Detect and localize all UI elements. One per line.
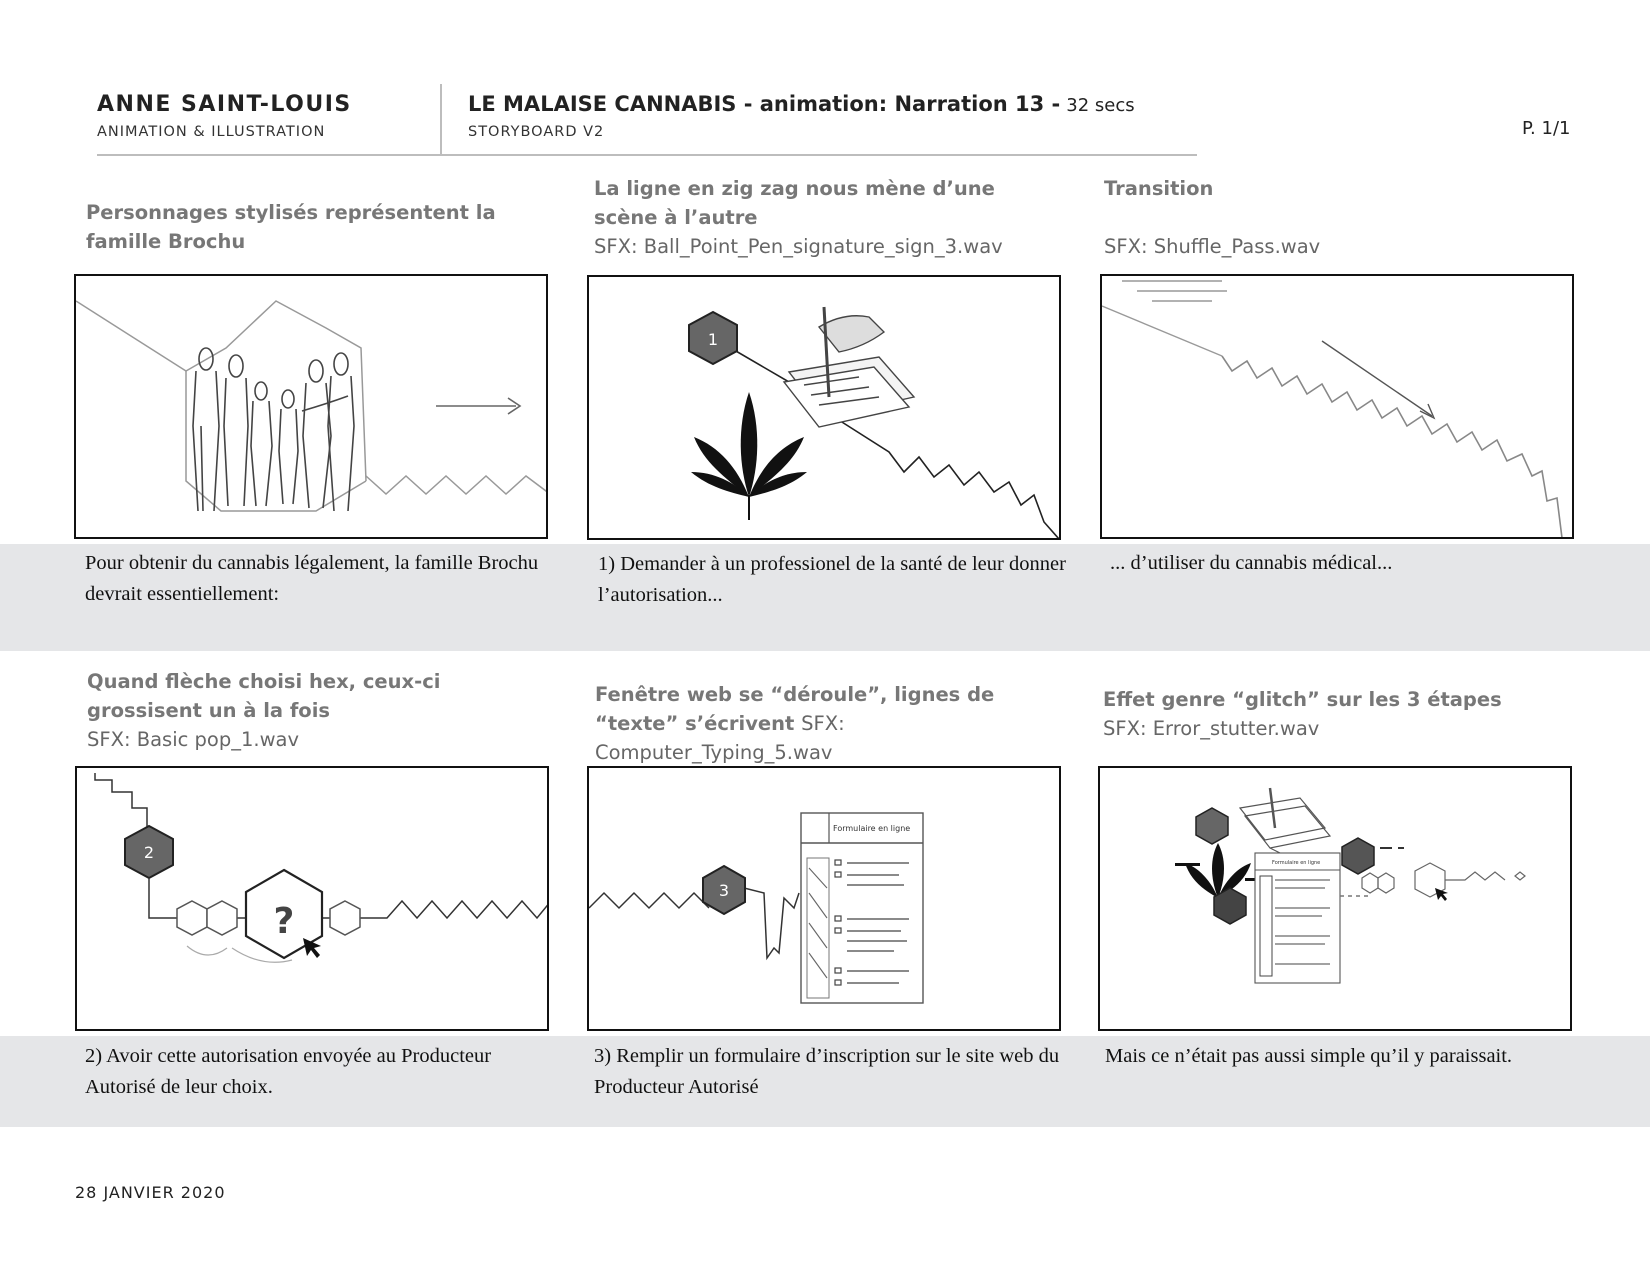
- panel-4-caption: 2) Avoir cette autorisation envoyée au Producteur Autorisé de leur choix.: [85, 1045, 492, 1098]
- header-divider: [440, 84, 442, 156]
- panel-1-frame: [74, 274, 548, 539]
- panel-4-hex-number: 2: [143, 843, 155, 862]
- project-title: [468, 92, 1135, 116]
- panel-4-note-text: Quand flèche choisi hex, ceux-ci grossisent un à la fois: [87, 670, 441, 722]
- panel-3-frame: [1100, 274, 1574, 539]
- panel-2-note: [594, 174, 1064, 261]
- panel-6-caption: Mais ce n’était pas aussi simple qu’il y paraissait.: [1105, 1045, 1513, 1067]
- project-duration: 32 secs: [1066, 95, 1135, 116]
- panel-4-sfx: SFX: Basic pop_1.wav: [87, 728, 300, 751]
- panel-5-frame: [587, 766, 1061, 1031]
- panel-4-frame: [75, 766, 549, 1031]
- panel-1-note: [86, 198, 556, 256]
- panel-6-note-text: Effet genre “glitch” sur les 3 étapes: [1103, 688, 1502, 711]
- panel-2-sfx: SFX: Ball_Point_Pen_signature_sign_3.wav: [594, 235, 1003, 258]
- panel-3-note: [1104, 174, 1574, 261]
- panel-1-caption: Pour obtenir du cannabis légalement, la famille Brochu devrait essentiellement:: [85, 552, 539, 605]
- panel-6-note: [1103, 685, 1573, 743]
- panel-6-frame: [1098, 766, 1572, 1031]
- web-form-illustration: [589, 768, 1061, 1031]
- panel-5-sfx: SFX: Computer_Typing_5.wav: [595, 712, 845, 764]
- panel-4-note: [87, 667, 557, 754]
- panel-2-hex-number: 1: [707, 330, 719, 349]
- panel-3-caption: ... d’utiliser du cannabis médical...: [1110, 552, 1393, 574]
- family-sketch-illustration: [76, 276, 548, 539]
- header-rule: [97, 154, 1197, 156]
- panel-1-note-text: Personnages stylisés représentent la famille Brochu: [86, 201, 496, 253]
- panel-2-frame: [587, 275, 1061, 540]
- panel-2-note-text: La ligne en zig zag nous mène d’une scène à l’autre: [594, 177, 995, 229]
- hex-selection-illustration: [77, 768, 549, 1031]
- panel-3-note-text: Transition: [1104, 177, 1214, 200]
- project-title-text: LE MALAISE CANNABIS - animation: Narration 13 -: [468, 92, 1061, 116]
- doctor-authorization-illustration: [589, 277, 1061, 540]
- studio-name: ANNE SAINT-LOUIS: [97, 92, 352, 117]
- panel-2-caption: 1) Demander à un professionel de la santé de leur donner l’autorisation...: [598, 553, 1066, 606]
- panel-5-form-title: Formulaire en ligne: [833, 824, 911, 833]
- page-number: P. 1/1: [1522, 118, 1571, 139]
- panel-5-hex-number: 3: [718, 881, 730, 900]
- transition-illustration: [1102, 276, 1574, 539]
- panel-6-sfx: SFX: Error_stutter.wav: [1103, 717, 1320, 740]
- glitch-illustration: [1100, 768, 1572, 1031]
- panel-5-note: [595, 680, 1065, 767]
- document-date: 28 JANVIER 2020: [75, 1183, 226, 1202]
- studio-subtitle: ANIMATION & ILLUSTRATION: [97, 124, 326, 140]
- panel-3-sfx: SFX: Shuffle_Pass.wav: [1104, 235, 1321, 258]
- svg-text:?: ?: [273, 901, 295, 942]
- panel-5-caption: 3) Remplir un formulaire d’inscription sur le site web du Producteur Autorisé: [594, 1045, 1060, 1098]
- panel-6-form-title: Formulaire en ligne: [1272, 860, 1321, 866]
- storyboard-version: STORYBOARD V2: [468, 124, 605, 140]
- panel-5-note-text: Fenêtre web se “déroule”, lignes de “texte” s’écrivent: [595, 683, 995, 735]
